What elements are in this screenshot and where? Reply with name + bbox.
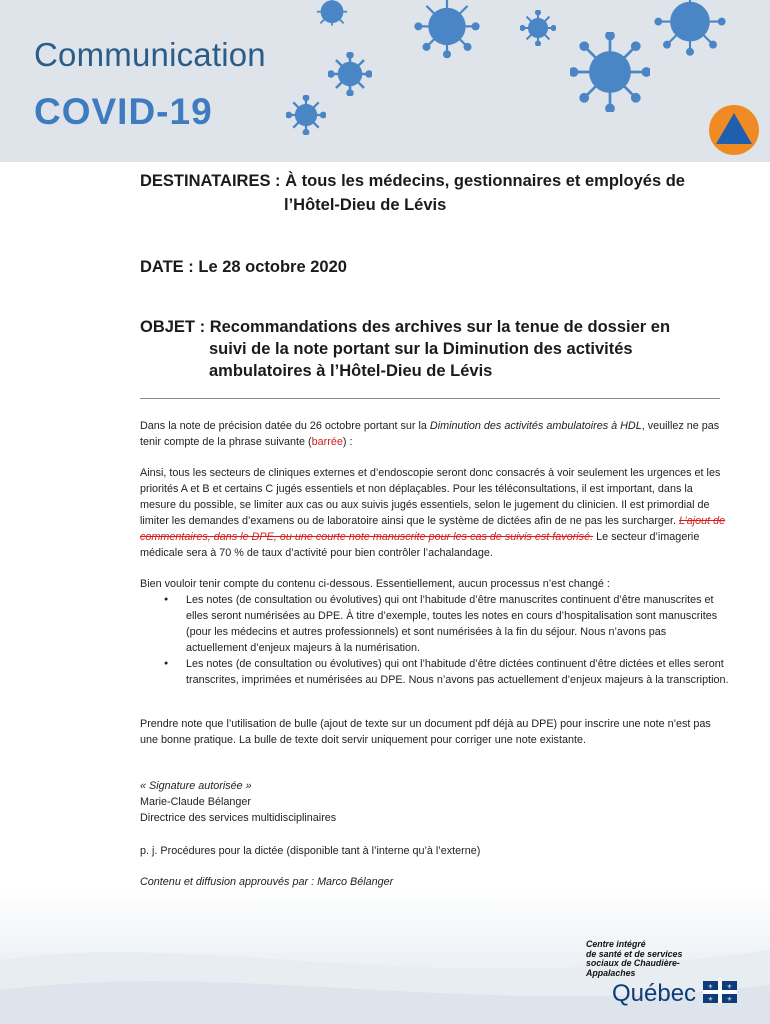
ciss-logo-text: Centre intégré de santé et de services sociaux de Chaudière- Appalaches <box>586 939 683 978</box>
quebec-wordmark: Québec <box>612 980 697 1007</box>
virus-icon <box>402 0 492 66</box>
subject-line1: Recommandations des archives sur la tenue de dossier en <box>209 318 671 336</box>
content-intro: Bien vouloir tenir compte du contenu ci-dessous. Essentiellement, aucun processus n’est changé : <box>140 578 610 590</box>
recipients-line2: l’Hôtel-Dieu de Lévis <box>284 196 447 214</box>
signature-authorized: « Signature autorisée » <box>140 780 252 792</box>
virus-icon <box>328 52 372 96</box>
svg-text:⚜: ⚜ <box>707 983 714 991</box>
approval-note: Contenu et diffusion approuvés par : Marco Bélanger <box>140 876 394 888</box>
civil-protection-logo-icon <box>708 104 760 156</box>
paragraph-bubble: Prendre note que l’utilisation de bulle (ajout de texte sur un document pdf déjà au DPE) pour inscrire une note n’est pas une bonne pratique. La bulle de texte doit servir uniquement pour corriger une note existante. <box>140 718 711 746</box>
virus-icon <box>520 10 556 46</box>
svg-text:⚜: ⚜ <box>707 996 714 1003</box>
quebec-flag-icon <box>703 981 737 1003</box>
bullet-list <box>140 592 730 688</box>
header-title: Communication <box>34 36 266 73</box>
paragraph-intro: Dans la note de précision datée du 26 octobre portant sur la Diminution des activités ambulatoires à HDL, veuillez ne pas tenir compte de la phrase suivante (barrée) : <box>140 420 720 448</box>
paragraph-content <box>140 576 730 688</box>
attachment-note: p. j. Procédures pour la dictée (disponible tant à l’interne qu’à l’externe) <box>140 845 481 857</box>
list-item: ● Les notes (de consultation ou évolutives) qui ont l’habitude d’être manuscrites continuent d’être manuscrites et elles seront numérisées au DPE. À titre d’exemple, toutes les notes en cours d’hospitalisation sont manuscrites (pour les médecins et autres professionnels) et sont numérisées à la fin du séjour. Nous n’avons pas actuellement d’enjeux majeurs à la numérisation. <box>140 592 730 656</box>
virus-icon <box>640 0 740 72</box>
paragraph-quoted: Ainsi, tous les secteurs de cliniques externes et d’endoscopie seront donc consacrés à voir seulement les urgences et les priorités A et B et certains C jugés essentiels et non déplaçables. Pour les téléconsultations, il est important, dans la mesure du possible, se limiter aux cas ou aux suivis jugés essentiels, selon le jugement du clinicien. Il est primordial de limiter les demandes d’examens ou de laboratoire ainsi que le système de dictées afin de ne pas les surcharger. L’ajout de commentaires, dans le DPE, ou une courte note manuscrite pour les cas de suivis est favorisé. Le secteur d’imagerie médicale sera à 70 % de taux d’activité pour bien contrôler l’achalandage. <box>140 467 726 559</box>
list-item: ● Les notes (de consultation ou évolutives) qui ont l’habitude d’être dictées continuent d’être dictées et elles seront transcrites, imprimées et numérisées au DPE. Nous n’avons pas actuellement d’enjeux majeurs à la transcription. <box>140 656 730 688</box>
header-banner <box>0 0 770 162</box>
red-word: barrée <box>311 436 343 448</box>
signatory-name: Marie-Claude Bélanger <box>140 796 252 808</box>
subject-field <box>140 318 670 337</box>
recipients-line1: À tous les médecins, gestionnaires et employés de <box>285 172 685 190</box>
date-field <box>140 258 347 277</box>
date-label: DATE : <box>140 258 194 276</box>
subject-line2: suivi de la note portant sur la Diminution des activités <box>209 340 633 358</box>
virus-icon <box>286 95 326 135</box>
svg-text:⚜: ⚜ <box>726 983 733 991</box>
recipients-field <box>140 172 685 191</box>
virus-icon <box>296 0 368 42</box>
struck-sentence: L’ajout de commentaires, dans le DPE, ou une courte note manuscrite pour les cas de suivis est favorisé. <box>140 515 726 543</box>
signatory-role: Directrice des services multidisciplinaires <box>140 812 337 824</box>
recipients-label: DESTINATAIRES : <box>140 172 281 190</box>
date-value: Le 28 octobre 2020 <box>198 258 347 276</box>
signature-block <box>140 778 730 826</box>
subject-line3: ambulatoires à l’Hôtel-Dieu de Lévis <box>209 362 493 380</box>
header-subtitle: COVID-19 <box>34 91 213 132</box>
subject-label: OBJET : <box>140 318 206 336</box>
divider <box>140 398 720 399</box>
virus-icon <box>570 32 650 112</box>
svg-text:⚜: ⚜ <box>726 996 733 1003</box>
note-title: Diminution des activités ambulatoires à HDL <box>429 420 642 432</box>
